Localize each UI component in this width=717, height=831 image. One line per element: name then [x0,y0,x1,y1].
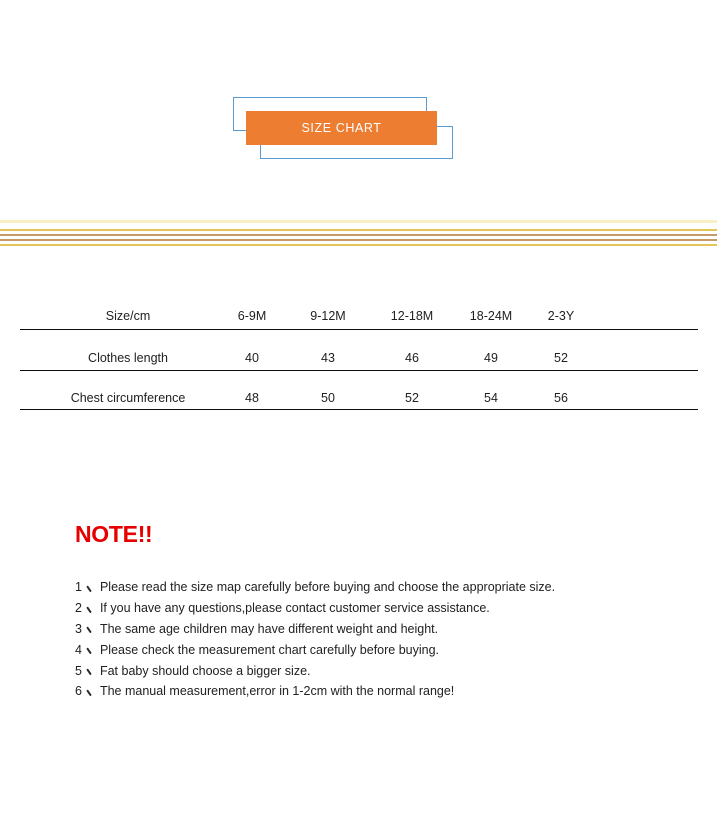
enumeration-comma-icon [84,605,91,615]
table-cell: 48 [245,391,259,405]
table-cell: 52 [554,351,568,365]
column-header: 2-3Y [547,309,575,323]
size-table [20,300,698,410]
table-cell: 49 [484,351,498,365]
divider-stripe-tan-2 [0,239,717,241]
note-text: If you have any questions,please contact customer service assistance. [99,601,490,616]
divider-stripe-tan-1 [0,234,717,236]
note-text: Please read the size map carefully before buying and choose the appropriate size. [99,580,556,595]
table-cell: 50 [321,391,335,405]
table-row-clothes-length [20,330,698,371]
note-number: 1 [75,580,82,595]
note-number: 4 [75,642,82,657]
note-item-1 [75,577,675,598]
row-label: Chest circumference [70,391,186,405]
note-text: The manual measurement,error in 1-2cm with the normal range! [99,684,455,699]
table-cell: 40 [245,351,259,365]
note-item-5 [75,660,675,681]
divider-stripe-gold-2 [0,244,717,246]
note-item-3 [75,619,675,640]
divider-stripe-gold-1 [0,229,717,231]
note-item-6 [75,681,675,702]
enumeration-comma-icon [84,688,91,698]
note-text: Please check the measurement chart carefully before buying. [99,642,440,657]
column-header: Size/cm [105,309,151,323]
note-number: 2 [75,601,82,616]
enumeration-comma-icon [84,584,91,594]
enumeration-comma-icon [84,667,91,677]
note-item-4 [75,639,675,660]
banner-title: SIZE CHART [301,121,382,135]
column-header: 18-24M [469,309,513,323]
note-heading: NOTE!! [75,521,153,547]
note-list [75,577,675,702]
size-table-header-row [20,300,698,330]
column-header: 6-9M [237,309,267,323]
table-row-chest-circumference [20,371,698,410]
table-cell: 43 [321,351,335,365]
table-cell: 54 [484,391,498,405]
note-item-2 [75,598,675,619]
table-cell: 56 [554,391,568,405]
note-text: Fat baby should choose a bigger size. [99,663,311,678]
size-chart-banner [246,111,437,145]
note-number: 6 [75,684,82,699]
note-number: 3 [75,621,82,636]
enumeration-comma-icon [84,625,91,635]
table-cell: 52 [405,391,419,405]
note-number: 5 [75,663,82,678]
enumeration-comma-icon [84,646,91,656]
note-text: The same age children may have different weight and height. [99,621,439,636]
table-cell: 46 [405,351,419,365]
column-header: 9-12M [310,309,346,323]
row-label: Clothes length [88,351,168,365]
divider-stripe-pale [0,220,717,223]
column-header: 12-18M [390,309,434,323]
